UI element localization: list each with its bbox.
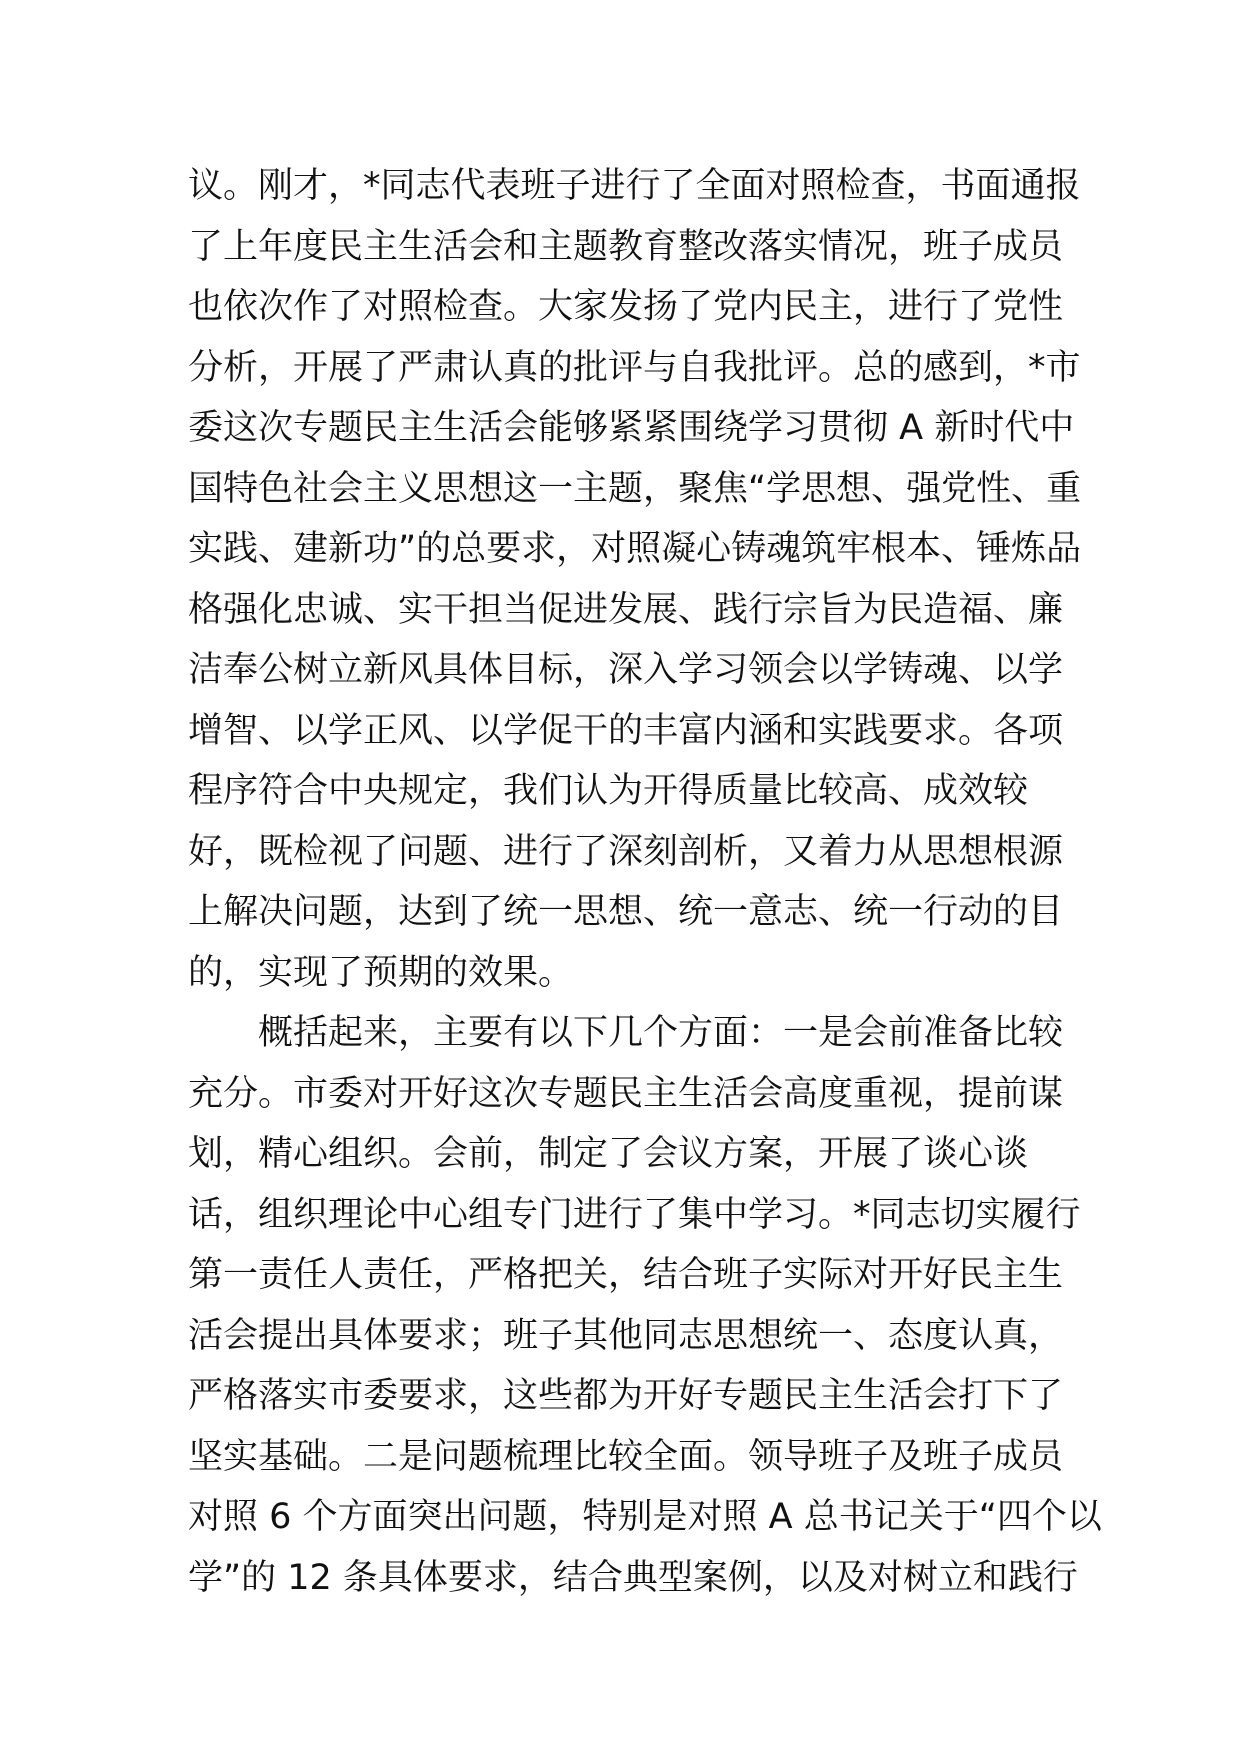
paragraph-first-line: 概括起来，主要有以下几个方面：一是会前准备比较 (258, 1013, 1064, 1053)
text-line: 委这次专题民主生活会能够紧紧围绕学习贯彻 A 新时代中 (188, 408, 1075, 448)
text-line: 增智、以学正风、以学促干的丰富内涵和实践要求。各项 (188, 710, 1064, 751)
text-line: 充分。市委对开好这次专题民主生活会高度重视，提前谋 (188, 1073, 1064, 1114)
text-line: 学”的 12 条具体要求，结合典型案例，以及对树立和践行 (188, 1557, 1078, 1598)
text-line: 了上年度民主生活会和主题教育整改落实情况，班子成员 (188, 226, 1064, 267)
text-line: 第一责任人责任，严格把关，结合班子实际对开好民主生 (188, 1255, 1064, 1295)
text-line: 议。刚才，*同志代表班子进行了全面对照检查，书面通报 (188, 166, 1081, 206)
text-line: 的，实现了预期的效果。 (188, 952, 574, 993)
text-line: 也依次作了对照检查。大家发扬了党内民主，进行了党性 (188, 287, 1064, 327)
text-line: 坚实基础。二是问题梳理比较全面。领导班子及班子成员 (188, 1436, 1064, 1477)
text-line: 洁奉公树立新风具体目标，深入学习领会以学铸魂、以学 (188, 650, 1064, 690)
text-line: 严格落实市委要求，这些都为开好专题民主生活会打下了 (188, 1376, 1064, 1416)
text-line: 国特色社会主义思想这一主题，聚焦“学思想、强党性、重 (188, 468, 1082, 509)
text-line: 分析，开展了严肃认真的批评与自我批评。总的感到，*市 (188, 347, 1081, 388)
text-line: 好，既检视了问题、进行了深刻剖析，又着力从思想根源 (188, 831, 1064, 872)
body-text (188, 156, 1102, 1608)
text-line: 程序符合中央规定，我们认为开得质量比较高、成效较 (188, 771, 1029, 811)
text-line: 划，精心组织。会前，制定了会议方案，开展了谈心谈 (188, 1134, 1029, 1174)
text-line: 活会提出具体要求；班子其他同志思想统一、态度认真， (188, 1315, 1064, 1356)
text-line: 对照 6 个方面突出问题，特别是对照 A 总书记关于“四个以 (188, 1497, 1102, 1537)
text-line: 格强化忠诚、实干担当促进发展、践行宗旨为民造福、廉 (188, 589, 1064, 630)
text-line: 实践、建新功”的总要求，对照凝心铸魂筑牢根本、锤炼品 (188, 529, 1082, 569)
text-line: 话，组织理论中心组专门进行了集中学习。*同志切实履行 (188, 1194, 1081, 1235)
text-line: 上解决问题，达到了统一思想、统一意志、统一行动的目 (188, 892, 1064, 932)
